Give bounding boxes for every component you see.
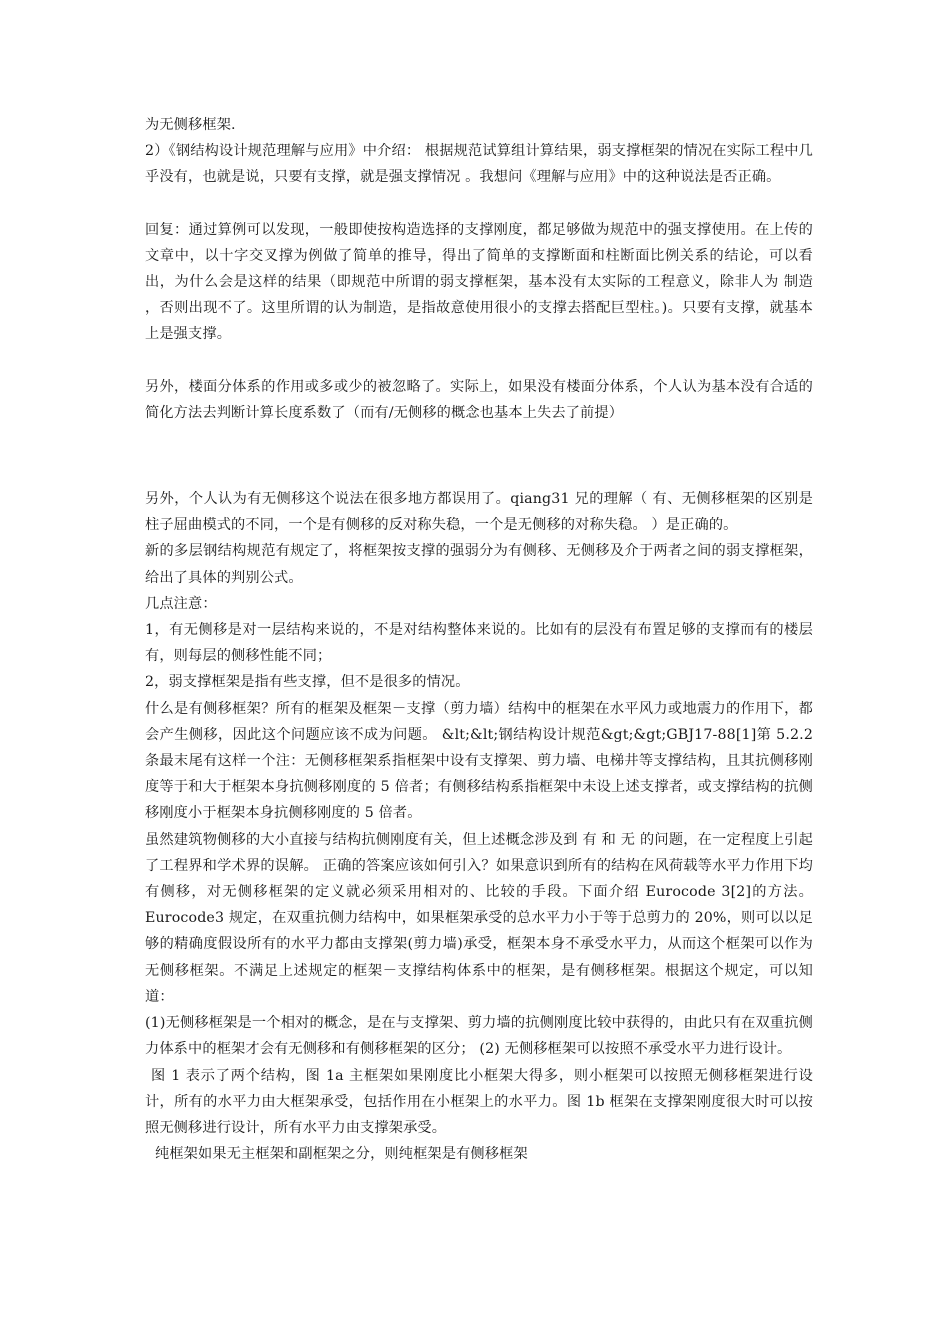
paragraph-floor-system: 另外，楼面分体系的作用或多或少的被忽略了。实际上，如果没有楼面分体系，个人认为基本没有合适的简化方法去判断计算长度系数了（而有/无侧移的概念也基本上失去了前提） [145,378,813,421]
paragraph-figure-1: 图 1 表示了两个结构，图 1a 主框架如果刚度比小框架大得多，则小框架可以按照无侧移框架进行设计，所有的水平力由大框架承受，包括作用在小框架上的水平力。图 1b 框架在支撑架刚度很大时可以按照无侧移进行设计，所有水平力由支撑架承受。 [145,1067,813,1136]
paragraph-note-2: 2，弱支撑框架是指有些支撑，但不是很多的情况。 [145,674,470,691]
paragraph-sway-frame-definition: 什么是有侧移框架？所有的框架及框架－支撑（剪力墙）结构中的框架在水平风力或地震力的作用下，都会产生侧移，因此这个问题应该不成为问题。 &lt;&lt;钢结构设计规范&gt;&gt;GBJ17-88[1]第 5.2.2 条最末尾有这样一个注：无侧移框架系指框架中设有支撑架、剪力墙、电梯井等支撑结构，且其抗侧移刚度等于和大于框架本身抗侧移刚度的 5 倍者；有侧移结构系指框架中未设上述支撑者，或支撑结构的抗侧移刚度小于框架本身抗侧移刚度的 5 倍者。 [145,700,813,822]
paragraph-note-1: 1，有无侧移是对一层结构来说的，不是对结构整体来说的。比如有的层没有布置足够的支撑而有的楼层有，则每层的侧移性能不同； [145,622,813,665]
paragraph-eurocode: 虽然建筑物侧移的大小直接与结构抗侧刚度有关，但上述概念涉及到 有 和 无 的问题，在一定程度上引起了工程界和学术界的误解。 正确的答案应该如何引入？如果意识到所有的结构在风荷载等水平力作用下均有侧移，对无侧移框架的定义就必须采用相对的、比较的手段。下面介绍 Eurocode 3[2]的方法。Eurocode3 规定，在双重抗侧力结构中，如果框架承受的总水平力小于等于总剪力的 20%，则可以以足够的精确度假设所有的水平力都由支撑架(剪力墙)承受，框架本身不承受水平力，从而这个框架可以作为无侧移框架。不满足上述规定的框架－支撑结构体系中的框架，是有侧移框架。根据这个规定，可以知道： [145,831,813,1005]
paragraph-notes-heading: 几点注意： [145,595,217,612]
paragraph-pure-frame: 纯框架如果无主框架和副框架之分，则纯框架是有侧移框架 [155,1146,528,1163]
paragraph-misuse: 另外，个人认为有无侧移这个说法在很多地方都误用了。qiang31 兄的理解（ 有、无侧移框架的区别是柱子屈曲模式的不同，一个是有侧移的反对称失稳，一个是无侧移的对称失稳。 ）是正确的。 [145,491,813,534]
spacer [145,348,813,374]
paragraph-conclusions: (1)无侧移框架是一个相对的概念，是在与支撑架、剪力墙的抗侧刚度比较中获得的，由此只有在双重抗侧力体系中的框架才会有无侧移和有侧移框架的区分； (2) 无侧移框架可以按照不承受水平力进行设计。 [145,1015,813,1058]
paragraph-new-code: 新的多层钢结构规范有规定了，将框架按支撑的强弱分为有侧移、无侧移及介于两者之间的弱支撑框架，给出了具体的判别公式。 [145,543,813,586]
paragraph-reply: 回复：通过算例可以发现，一般即使按构造选择的支撑刚度，都足够做为规范中的强支撑使用。在上传的文章中，以十字交叉撑为例做了简单的推导，得出了简单的支撑断面和柱断面比例关系的结论，可以看出，为什么会是这样的结果（即规范中所谓的弱支撑框架，基本没有太实际的工程意义，除非人为 制造 ，否则出现不了。这里所谓的认为制造，是指故意使用很小的支撑去搭配巨型柱。)。只要有支撑，就基本上是强支撑。 [145,221,813,343]
spacer [145,426,813,486]
paragraph-intro: 为无侧移框架. [145,117,236,133]
paragraph-question-2: 2）《钢结构设计规范理解与应用》中介绍： 根据规范试算组计算结果，弱支撑框架的情况在实际工程中几乎没有，也就是说，只要有支撑，就是强支撑情况 。我想问《理解与应用》中的这种说法是否正确。 [145,143,813,186]
document-body [145,112,813,1167]
spacer [145,191,813,217]
